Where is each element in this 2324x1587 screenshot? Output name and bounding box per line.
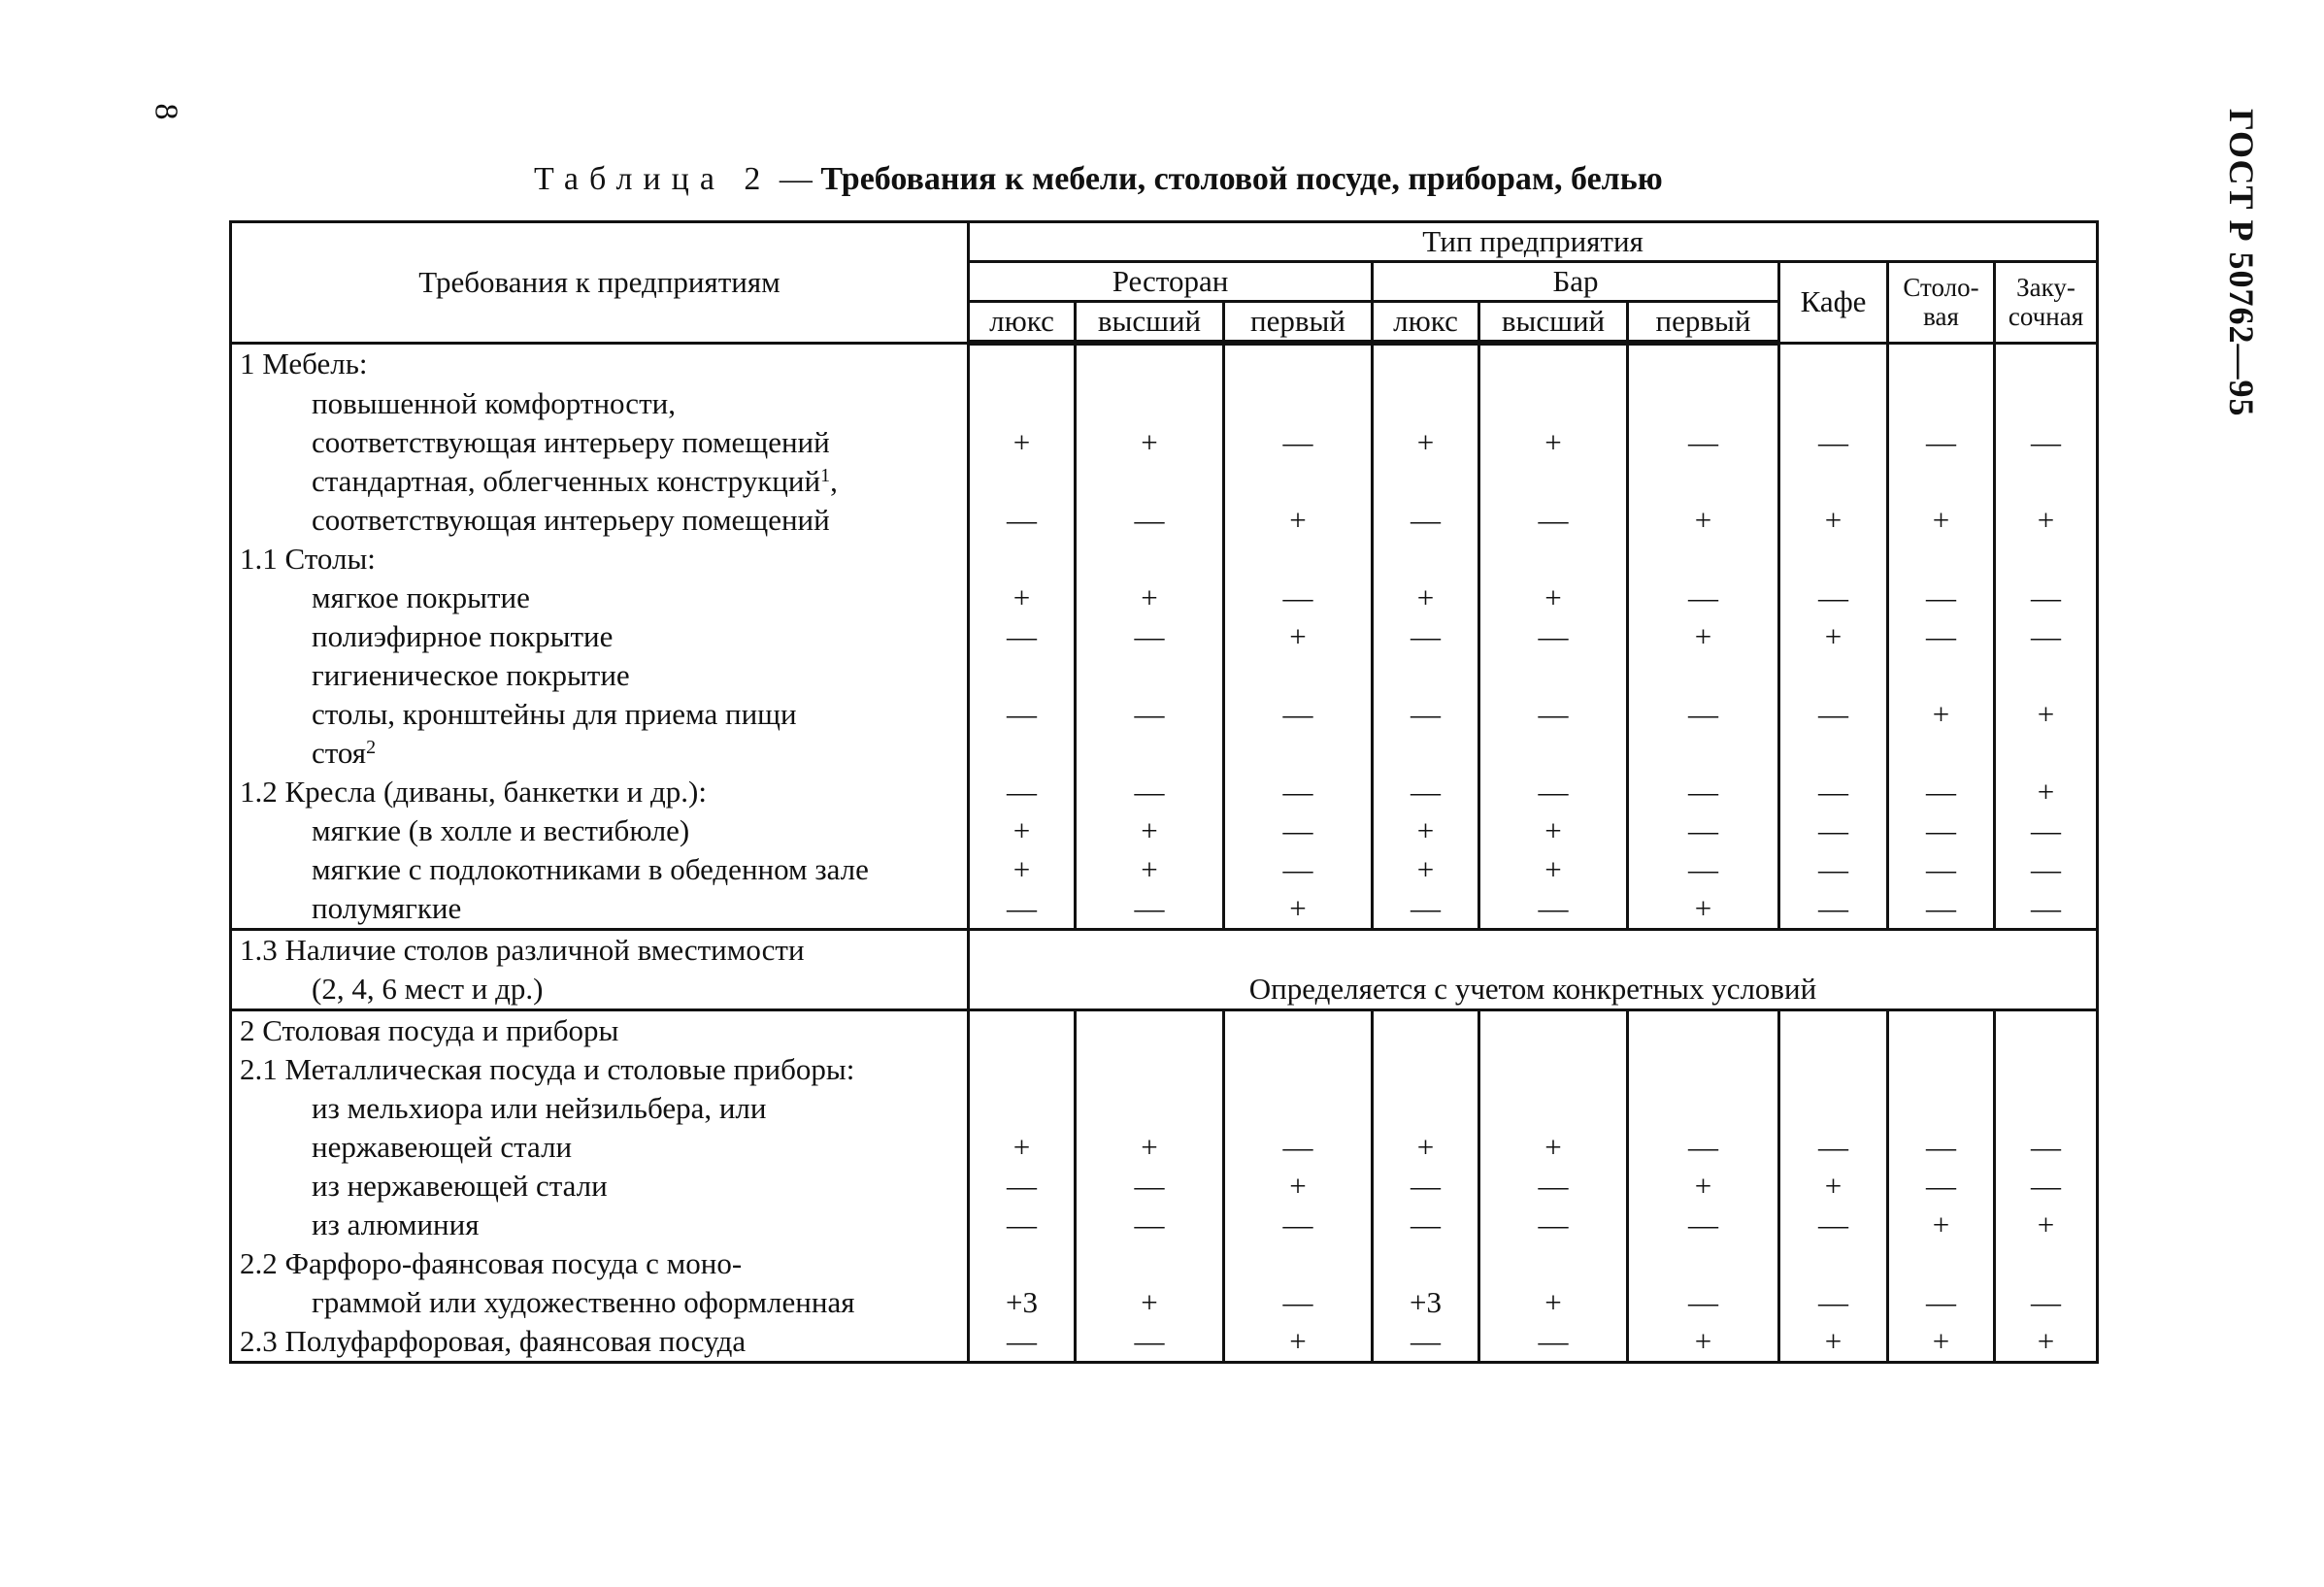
table-row: [231, 1089, 2098, 1128]
mark-cell: +: [1479, 1128, 1628, 1167]
mark-cell: —: [969, 889, 1076, 930]
mark-cell: —: [1224, 423, 1373, 462]
mark-cell: [969, 540, 1076, 579]
table-title-dash: —: [771, 161, 821, 197]
table-row: [231, 343, 2098, 384]
mark-cell: —: [1779, 1206, 1888, 1244]
mark-cell: [1076, 1244, 1224, 1283]
table-row: [231, 656, 2098, 695]
mark-cell: +: [1888, 1206, 1995, 1244]
mark-cell: [1373, 656, 1479, 695]
table-row: [231, 617, 2098, 656]
mark-cell: [1479, 343, 1628, 384]
mark-cell: —: [1779, 850, 1888, 889]
mark-cell: —: [1888, 579, 1995, 617]
mark-cell: [1779, 1089, 1888, 1128]
table-row: [231, 579, 2098, 617]
requirement-text: полумягкие: [231, 889, 969, 930]
requirement-text: полиэфирное покрытие: [231, 617, 969, 656]
mark-cell: —: [1995, 1167, 2098, 1206]
mark-cell: —: [1224, 811, 1373, 850]
mark-cell: [1479, 1050, 1628, 1089]
mark-cell: [1479, 540, 1628, 579]
mark-cell: +: [1628, 1167, 1779, 1206]
mark-cell: —: [1076, 1167, 1224, 1206]
mark-cell: +: [1995, 773, 2098, 811]
header-snack-bar: Заку-сочная: [1995, 262, 2098, 344]
mark-cell: —: [1995, 579, 2098, 617]
requirement-text: из нержавеющей стали: [231, 1167, 969, 1206]
mark-cell: [1888, 384, 1995, 423]
mark-cell: [1224, 462, 1373, 501]
header-class-lux: люкс: [1373, 302, 1479, 344]
mark-cell: +: [969, 579, 1076, 617]
mark-cell: —: [1888, 1128, 1995, 1167]
mark-cell: +: [1479, 423, 1628, 462]
mark-cell: +: [1373, 423, 1479, 462]
mark-cell: [1076, 656, 1224, 695]
standard-code: ГОСТ Р 50762—95: [2222, 109, 2261, 417]
mark-cell: [1628, 462, 1779, 501]
table-row: [231, 423, 2098, 462]
mark-cell: —: [969, 1206, 1076, 1244]
mark-cell: —: [1076, 773, 1224, 811]
mark-cell: +: [1995, 695, 2098, 734]
header-class-highest: высший: [1479, 302, 1628, 344]
mark-cell: [1224, 1010, 1373, 1051]
mark-cell: [1888, 462, 1995, 501]
requirement-text: мягкое покрытие: [231, 579, 969, 617]
mark-cell: —: [1779, 1283, 1888, 1322]
header-requirements: Требования к предприятиям: [231, 222, 969, 344]
requirement-text: 2.2 Фарфоро-фаянсовая посуда с моно-: [231, 1244, 969, 1283]
mark-cell: [1076, 1089, 1224, 1128]
mark-cell: —: [1888, 1283, 1995, 1322]
mark-cell: —: [969, 695, 1076, 734]
mark-cell: —: [1076, 1206, 1224, 1244]
mark-cell: [1479, 384, 1628, 423]
mark-cell: [1224, 384, 1373, 423]
table-row: [231, 734, 2098, 773]
mark-cell: —: [1373, 1322, 1479, 1363]
table-row: [231, 540, 2098, 579]
mark-cell: [969, 1244, 1076, 1283]
mark-cell: [1628, 1010, 1779, 1051]
requirement-text: гигиеническое покрытие: [231, 656, 969, 695]
mark-cell: —: [1479, 889, 1628, 930]
mark-cell: [1076, 1050, 1224, 1089]
mark-cell: —: [1373, 617, 1479, 656]
mark-cell: [969, 1089, 1076, 1128]
mark-cell: [1373, 343, 1479, 384]
mark-cell: —: [1628, 850, 1779, 889]
mark-cell: [1076, 384, 1224, 423]
mark-cell: +: [1628, 501, 1779, 540]
mark-cell: —: [1224, 773, 1373, 811]
mark-cell: —: [1479, 695, 1628, 734]
mark-cell: +: [969, 1128, 1076, 1167]
mark-cell: [1779, 343, 1888, 384]
table-row: [231, 1050, 2098, 1089]
table-row: [231, 695, 2098, 734]
mark-cell: [1628, 1244, 1779, 1283]
mark-cell: [1995, 1010, 2098, 1051]
mark-cell: —: [1779, 1128, 1888, 1167]
merged-note: Определяется с учетом конкретных условий: [969, 930, 2098, 1010]
mark-cell: [1995, 384, 2098, 423]
mark-cell: —: [969, 501, 1076, 540]
requirement-text: соответствующая интерьеру помещений: [231, 423, 969, 462]
mark-cell: [1779, 734, 1888, 773]
mark-cell: +: [1076, 579, 1224, 617]
mark-cell: —: [1888, 889, 1995, 930]
mark-cell: [1779, 1244, 1888, 1283]
table-title: [534, 161, 1663, 198]
mark-cell: —: [1888, 850, 1995, 889]
mark-cell: +: [1479, 579, 1628, 617]
table-body-tableware: [231, 1010, 2098, 1363]
mark-cell: [1076, 540, 1224, 579]
mark-cell: [1628, 384, 1779, 423]
mark-cell: —: [1995, 850, 2098, 889]
mark-cell: +: [1076, 850, 1224, 889]
mark-cell: [1995, 462, 2098, 501]
table-title-text: Требования к мебели, столовой посуде, приборам, белью: [820, 161, 1663, 197]
mark-cell: —: [1628, 811, 1779, 850]
table-merged-row: [231, 930, 2098, 1010]
header-enterprise-type: Тип предприятия: [969, 222, 2098, 262]
mark-cell: [1224, 734, 1373, 773]
mark-cell: [1888, 1244, 1995, 1283]
table-row: [231, 1244, 2098, 1283]
requirement-text: из мельхиора или нейзильбера, или: [231, 1089, 969, 1128]
mark-cell: [1373, 462, 1479, 501]
mark-cell: —: [1628, 579, 1779, 617]
mark-cell: [1076, 734, 1224, 773]
mark-cell: —: [1224, 1206, 1373, 1244]
mark-cell: [1779, 384, 1888, 423]
requirement-text: (2, 4, 6 мест и др.): [231, 970, 969, 1010]
mark-cell: —: [969, 1322, 1076, 1363]
mark-cell: —: [1995, 811, 2098, 850]
mark-cell: —: [969, 617, 1076, 656]
table-row: [231, 1010, 2098, 1051]
mark-cell: +: [1479, 811, 1628, 850]
header-class-highest: высший: [1076, 302, 1224, 344]
mark-cell: —: [1479, 1206, 1628, 1244]
mark-cell: +: [1076, 1128, 1224, 1167]
requirement-text: стоя$^2$: [231, 734, 969, 773]
header-class-first: первый: [1628, 302, 1779, 344]
mark-cell: [1995, 1089, 2098, 1128]
mark-cell: +: [1373, 850, 1479, 889]
mark-cell: —: [1373, 1167, 1479, 1206]
mark-cell: —: [1373, 773, 1479, 811]
mark-cell: +: [1224, 501, 1373, 540]
mark-cell: [1479, 1089, 1628, 1128]
mark-cell: [1779, 462, 1888, 501]
mark-cell: [1995, 656, 2098, 695]
mark-cell: [1995, 1244, 2098, 1283]
mark-cell: [1479, 462, 1628, 501]
mark-cell: —: [1076, 617, 1224, 656]
mark-cell: [1224, 1050, 1373, 1089]
mark-cell: [1628, 1089, 1779, 1128]
mark-cell: [1995, 343, 2098, 384]
mark-cell: +: [1995, 1206, 2098, 1244]
mark-cell: —: [1076, 889, 1224, 930]
mark-cell: +: [1888, 695, 1995, 734]
mark-cell: —: [1995, 617, 2098, 656]
mark-cell: —: [1076, 695, 1224, 734]
mark-cell: —: [1224, 695, 1373, 734]
mark-cell: [1628, 343, 1779, 384]
mark-cell: +: [1628, 889, 1779, 930]
mark-cell: [1479, 1244, 1628, 1283]
mark-cell: [1995, 540, 2098, 579]
mark-cell: —: [1779, 773, 1888, 811]
mark-cell: +: [1373, 811, 1479, 850]
mark-cell: —: [1373, 1206, 1479, 1244]
requirement-text: соответствующая интерьеру помещений: [231, 501, 969, 540]
mark-cell: +: [1779, 501, 1888, 540]
requirement-text: столы, кронштейны для приема пищи: [231, 695, 969, 734]
mark-cell: [1888, 734, 1995, 773]
mark-cell: —: [1479, 1322, 1628, 1363]
mark-cell: [1373, 540, 1479, 579]
mark-cell: +: [969, 850, 1076, 889]
header-bar: Бар: [1373, 262, 1779, 302]
mark-cell: [1076, 343, 1224, 384]
mark-cell: [1479, 1010, 1628, 1051]
mark-cell: [1779, 1050, 1888, 1089]
mark-cell: —: [1628, 423, 1779, 462]
mark-cell: [1076, 1010, 1224, 1051]
mark-cell: —: [969, 773, 1076, 811]
mark-cell: +: [1224, 1322, 1373, 1363]
mark-cell: +: [969, 423, 1076, 462]
mark-cell: —: [1628, 1206, 1779, 1244]
table-row: [231, 811, 2098, 850]
requirement-text: повышенной комфортности,: [231, 384, 969, 423]
requirement-text: граммой или художественно оформленная: [231, 1283, 969, 1322]
mark-cell: [1628, 1050, 1779, 1089]
mark-cell: [1224, 656, 1373, 695]
mark-cell: +: [1779, 617, 1888, 656]
mark-cell: [1224, 1244, 1373, 1283]
mark-cell: —: [1995, 889, 2098, 930]
mark-cell: —: [1779, 889, 1888, 930]
mark-cell: [1888, 540, 1995, 579]
mark-cell: —: [1888, 773, 1995, 811]
mark-cell: +: [1888, 1322, 1995, 1363]
mark-cell: [1373, 734, 1479, 773]
mark-cell: +: [1373, 1128, 1479, 1167]
mark-cell: +: [1995, 501, 2098, 540]
mark-cell: [1779, 1010, 1888, 1051]
header-canteen: Столо-вая: [1888, 262, 1995, 344]
requirement-text: нержавеющей стали: [231, 1128, 969, 1167]
mark-cell: —: [1628, 773, 1779, 811]
table-title-prefix: Таблица 2: [534, 161, 772, 197]
mark-cell: —: [1479, 617, 1628, 656]
mark-cell: —: [1779, 811, 1888, 850]
requirement-text: 2.1 Металлическая посуда и столовые приборы:: [231, 1050, 969, 1089]
table-body-furniture: [231, 343, 2098, 930]
mark-cell: [1373, 384, 1479, 423]
mark-cell: +3: [1373, 1283, 1479, 1322]
mark-cell: +: [1779, 1322, 1888, 1363]
requirement-text: мягкие (в холле и вестибюле): [231, 811, 969, 850]
mark-cell: —: [1224, 850, 1373, 889]
header-cafe: Кафе: [1779, 262, 1888, 344]
mark-cell: [1888, 1050, 1995, 1089]
mark-cell: +: [1224, 617, 1373, 656]
mark-cell: [1888, 1089, 1995, 1128]
mark-cell: —: [1076, 1322, 1224, 1363]
header-class-lux: люкс: [969, 302, 1076, 344]
mark-cell: [1628, 656, 1779, 695]
mark-cell: —: [1076, 501, 1224, 540]
mark-cell: [1373, 1244, 1479, 1283]
mark-cell: —: [1995, 1283, 2098, 1322]
mark-cell: [1888, 1010, 1995, 1051]
requirement-text: мягкие с подлокотниками в обеденном зале: [231, 850, 969, 889]
mark-cell: [1779, 540, 1888, 579]
mark-cell: —: [1995, 1128, 2098, 1167]
table-row: [231, 1283, 2098, 1322]
mark-cell: [1076, 462, 1224, 501]
mark-cell: [1224, 1089, 1373, 1128]
mark-cell: —: [1779, 423, 1888, 462]
mark-cell: [1373, 1050, 1479, 1089]
table-row: [231, 1322, 2098, 1363]
mark-cell: [1628, 734, 1779, 773]
mark-cell: +: [1888, 501, 1995, 540]
mark-cell: [1888, 656, 1995, 695]
mark-cell: +: [1628, 1322, 1779, 1363]
mark-cell: +: [1479, 850, 1628, 889]
mark-cell: —: [1888, 811, 1995, 850]
requirement-text: из алюминия: [231, 1206, 969, 1244]
requirement-text: 1.1 Столы:: [231, 540, 969, 579]
requirement-text: 1.2 Кресла (диваны, банкетки и др.):: [231, 773, 969, 811]
mark-cell: [1373, 1010, 1479, 1051]
table-row: [231, 1206, 2098, 1244]
mark-cell: —: [1479, 501, 1628, 540]
mark-cell: +: [1373, 579, 1479, 617]
mark-cell: —: [1779, 695, 1888, 734]
mark-cell: [969, 656, 1076, 695]
mark-cell: +: [1479, 1283, 1628, 1322]
mark-cell: +: [1995, 1322, 2098, 1363]
mark-cell: [969, 1010, 1076, 1051]
mark-cell: [1888, 343, 1995, 384]
mark-cell: [1628, 540, 1779, 579]
table-row: [231, 384, 2098, 423]
mark-cell: [1479, 656, 1628, 695]
mark-cell: —: [1479, 773, 1628, 811]
mark-cell: —: [1373, 889, 1479, 930]
mark-cell: [969, 1050, 1076, 1089]
mark-cell: —: [1224, 579, 1373, 617]
mark-cell: —: [1628, 695, 1779, 734]
mark-cell: +: [1628, 617, 1779, 656]
mark-cell: —: [1888, 423, 1995, 462]
mark-cell: [969, 462, 1076, 501]
requirement-text: 1 Мебель:: [231, 343, 969, 384]
table-row: [231, 1128, 2098, 1167]
table-row: [231, 462, 2098, 501]
mark-cell: [1373, 1089, 1479, 1128]
mark-cell: +: [1076, 811, 1224, 850]
mark-cell: —: [1628, 1128, 1779, 1167]
requirement-text: 1.3 Наличие столов различной вместимости: [231, 930, 969, 971]
mark-cell: —: [1224, 1283, 1373, 1322]
requirement-text: стандартная, облегченных конструкций$^1$,: [231, 462, 969, 501]
mark-cell: —: [1628, 1283, 1779, 1322]
mark-cell: [1779, 656, 1888, 695]
requirement-text: 2.3 Полуфарфоровая, фаянсовая посуда: [231, 1322, 969, 1363]
mark-cell: +: [1076, 1283, 1224, 1322]
table-row: [231, 889, 2098, 930]
mark-cell: [1995, 1050, 2098, 1089]
table-row: [231, 850, 2098, 889]
table-row: [231, 1167, 2098, 1206]
mark-cell: [1995, 734, 2098, 773]
mark-cell: —: [1373, 501, 1479, 540]
mark-cell: —: [1888, 1167, 1995, 1206]
mark-cell: +: [1779, 1167, 1888, 1206]
mark-cell: [969, 384, 1076, 423]
mark-cell: [1479, 734, 1628, 773]
mark-cell: [1224, 343, 1373, 384]
header-class-first: первый: [1224, 302, 1373, 344]
mark-cell: —: [1479, 1167, 1628, 1206]
mark-cell: [1224, 540, 1373, 579]
mark-cell: +: [969, 811, 1076, 850]
mark-cell: +3: [969, 1283, 1076, 1322]
mark-cell: [969, 343, 1076, 384]
requirement-text: 2 Столовая посуда и приборы: [231, 1010, 969, 1051]
mark-cell: +: [1076, 423, 1224, 462]
mark-cell: +: [1224, 1167, 1373, 1206]
mark-cell: —: [1888, 617, 1995, 656]
mark-cell: [969, 734, 1076, 773]
header-restaurant: Ресторан: [969, 262, 1373, 302]
mark-cell: —: [1224, 1128, 1373, 1167]
requirements-table: [229, 220, 2099, 1364]
table-row: [231, 773, 2098, 811]
mark-cell: —: [1995, 423, 2098, 462]
mark-cell: —: [1779, 579, 1888, 617]
page-number: 8: [148, 103, 184, 120]
table-row: [231, 501, 2098, 540]
mark-cell: —: [969, 1167, 1076, 1206]
mark-cell: +: [1224, 889, 1373, 930]
mark-cell: —: [1373, 695, 1479, 734]
